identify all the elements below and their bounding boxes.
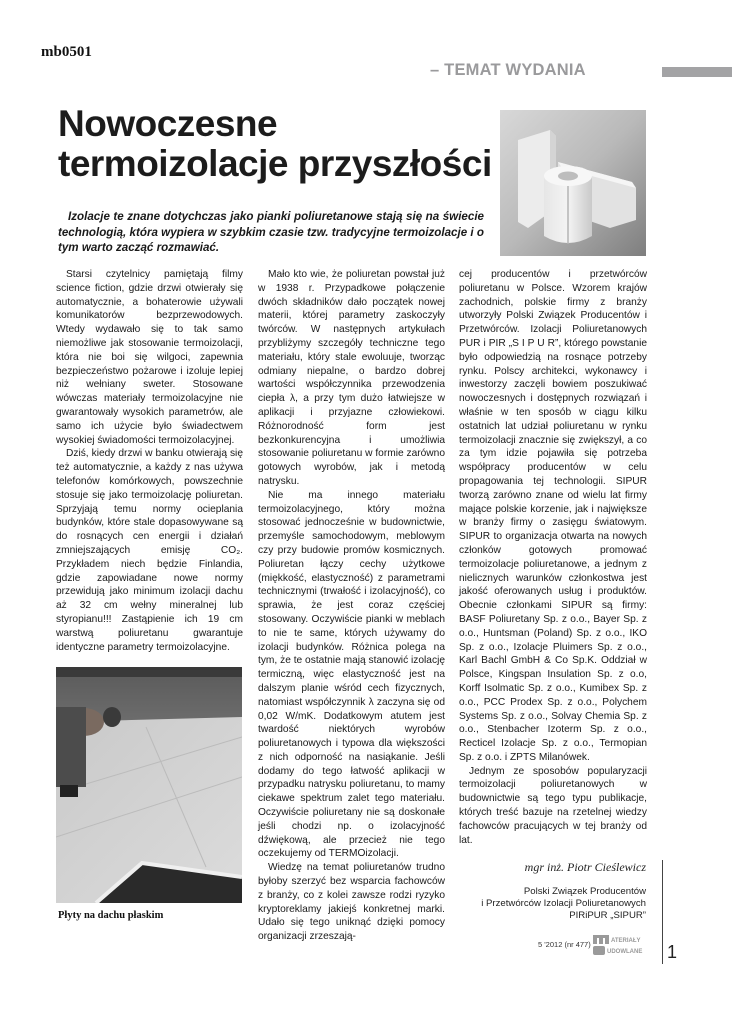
title-line-1: Nowoczesne [58,103,278,144]
photo-caption: Płyty na dachu płaskim [58,910,164,921]
paragraph: cej producentów i przetwórców poliuretanu w Polsce. Wzorem krajów zachodnich, polskie firmy z branży utworzyły Polski Związek Producentów i Przetwórców. Izolacji Poliuretanowych PUR i PIR „S I P U R”, którego powstanie było odpowiedzią na rosnące potrzeby rynku. Polscy architekci, wykonawcy i inwestorzy zaczęli bowiem poszukiwać nowoczesnych i dostępnych rozwiązań i właśnie w ten sposób w ciągu kilku ostatnich lat udział poliuretanu w rynku termoizolacji znacznie się zwiększył, a co za tym idzie pojawiła się potrzeba współpracy producentów w celu propagowania tej technologii. SIPUR tworzą zarówno znane od wielu lat firmy mające polskie korzenie, jak i największe w branży firmy o zasięgu światowym. SIPUR to organizacja otwarta na nowych członków gotowych promować termoizolacje poliuretanowe, a jednym z nielicznych warunków członkostwa jest jakość oferowanych usług i produktów. Obecnie członkami SIPUR są firmy: BASF Poliuretany Sp. z o.o., Bayer Sp. z o.o., Huntsman (Poland) Sp. z o.o., IKO Sp. z o.o., Izolacje Pluimers Sp. z o.o., Karl Bachl GmbH & Co Sp.K. Oddział w Polsce, Kingspan Insulation Sp. z o.o, Korff Isolmatic Sp. z o.o., Kumibex Sp. z o.o., PCC Prodex Sp. z o.o., Polychem Systems Sp. z o.o., Solvay Chemia Sp. z o.o., Stenbacher Izoterm Sp. z o.o., Recticel Izolacje Sp. z o.o., Termopian Sp. z o.o. i ZPTS Milanówek. [459,269,647,763]
org-line-2: i Przetwórców Izolacji Poliuretanowych [481,898,646,910]
article-column-2 [258,268,445,944]
logo-text-top: ATERIAŁY [611,938,641,944]
org-line-3: PIRiPUR „SIPUR” [569,910,646,922]
author-name: mgr inż. Piotr Cieślewicz [524,860,646,874]
page-number: 1 [667,942,678,962]
paragraph: Mało kto wie, że poliuretan powstał już w 1938 r. Przypadkowe połączenie dwóch składników dało początek nowej materii, której parametry zaskoczyły twórców. W następnych artykułach przybliżymy szczegóły techniczne tego materiału, który stale ewoluuje, tworząc odmiany niepalne, o bardzo dobrej wartości współczynnika przewodzenia ciepła λ, a przy tym dużo łatwiejsze w aplikacji i przyjazne człowiekowi. Różnorodność form jest bezkonkurencyjna i umożliwia stosowanie poliuretanu w formie zarówno gotowych wyrobów, jak i metodą natrysku. [258,269,445,487]
paragraph: Wiedzę na temat poliuretanów trudno byłoby szerzyć bez wsparcia fachowców z branży, co z kolei zawsze rodzi ryzyko kryptoreklamy jakiejś konkretnej marki. Udało się tego uniknąć dzięki pomocy organizacji zrzeszają- [258,862,445,943]
title-line-2: termoizolacje przyszłości [58,143,492,184]
section-label: – TEMAT WYDANIA [430,61,586,79]
section-bar [662,67,732,77]
org-line-1: Polski Związek Producentów [523,886,646,897]
logo-text-bottom: UDOWLANE [607,949,643,955]
article-code: mb0501 [41,44,92,60]
paragraph: Starsi czytelnicy pamiętają filmy science fiction, gdzie drzwi otwierały się automatycznie, a bohaterowie używali komunikatorów bezprzewodowych. Wtedy wydawało się to tak samo niemożliwe jak stosowanie termoizolacji, która nie boi się wilgoci, zapewnia bezpieczeństwo pożarowe i izoluje lepiej niż wełniany sweter. Stosowane wówczas materiały termoizolacyjne nie gwarantowały wysokich parametrów, ale samo ich użycie było świadectwem wysokiej świadomości termoizolacyjnej. [56,269,243,446]
roof-insulation-photo [56,667,242,903]
materialy-budowlane-logo-icon [592,933,656,957]
article-column-3 [459,268,647,847]
paragraph: Nie ma innego materiału termoizolacyjnego, który można stosować jednocześnie w budownictwie, przemyśle samochodowym, meblowym czy przy budowie promów kosmicznych. Poliuretan łączy cechy użytkowe (miękkość, elastyczność) z parametrami technicznymi (trwałość i izolacyjność), co sprawia, że jest coraz częściej stosowany. Oczywiście pianki w meblach to nie te same, których używamy do izolacji budynków. Różnica polega na tym, że te ostatnie mają stanowić izolację termiczną, więc elastyczność jest na dalszym planie wśród cech fizycznych, natomiast współczynnik λ zaczyna się od 0,02 W/mK. Dodatkowym atutem jest twardość niektórych wyrobów poliuretanowych i typowa dla większości z nich odporność na nasiąkanie. Jeśli dodamy do tego łatwość aplikacji w przypadku natrysku poliuretanu, to mamy ciekawe spektrum zalet tego materiału. Oczywiście poliuretany nie są doskonałe jeśli chodzi np. o izolacyjność dźwiękową, ale przecież nie tego oczekujemy od TERMOizolacji. [258,489,445,860]
insulation-products-photo [500,110,646,256]
magazine-logo [592,933,656,957]
roof-insulation-illustration [56,667,242,903]
article-column-1 [56,268,243,654]
paragraph: Jednym ze sposobów popularyzacji termoizolacji poliuretanowych w budownictwie są tego typu publikacje, których treść bazuje na rzetelnej wiedzy fachowców pracujących w tej branży od lat. [459,765,647,846]
paragraph: Dziś, kiedy drzwi w banku otwierają się też automatycznie, a każdy z nas używa telefonów komórkowych, powszechnie stosuje się jako termoizolację poliuretan. Sprzyjają temu normy ocieplania budynków, które stale dopasowywane są do rosnących cen energii i działań zmniejszających emisję CO₂. Przykładem niech będzie Finlandia, gdzie zapowiadane nowe normy przewidują jako minimum izolacji dachu aż 32 cm wełny mineralnej lub styropianu!!! Zastąpienie ich 19 cm warstwą poliuretanu gwarantuje identyczne parametry termoizolacyjne. [56,448,243,653]
footer-divider [662,860,663,964]
insulation-products-illustration [500,110,646,256]
article-title [58,104,492,184]
author-organization [481,886,646,923]
issue-number: 5 '2012 (nr 477) [538,940,591,949]
article-lead: Izolacje te znane dotychczas jako pianki poliuretanowe stają się na świecie technologią, która wypiera w szybkim czasie tzw. tradycyjne termoizolacje i o tym warto zacząć rozmawiać. [58,210,484,254]
